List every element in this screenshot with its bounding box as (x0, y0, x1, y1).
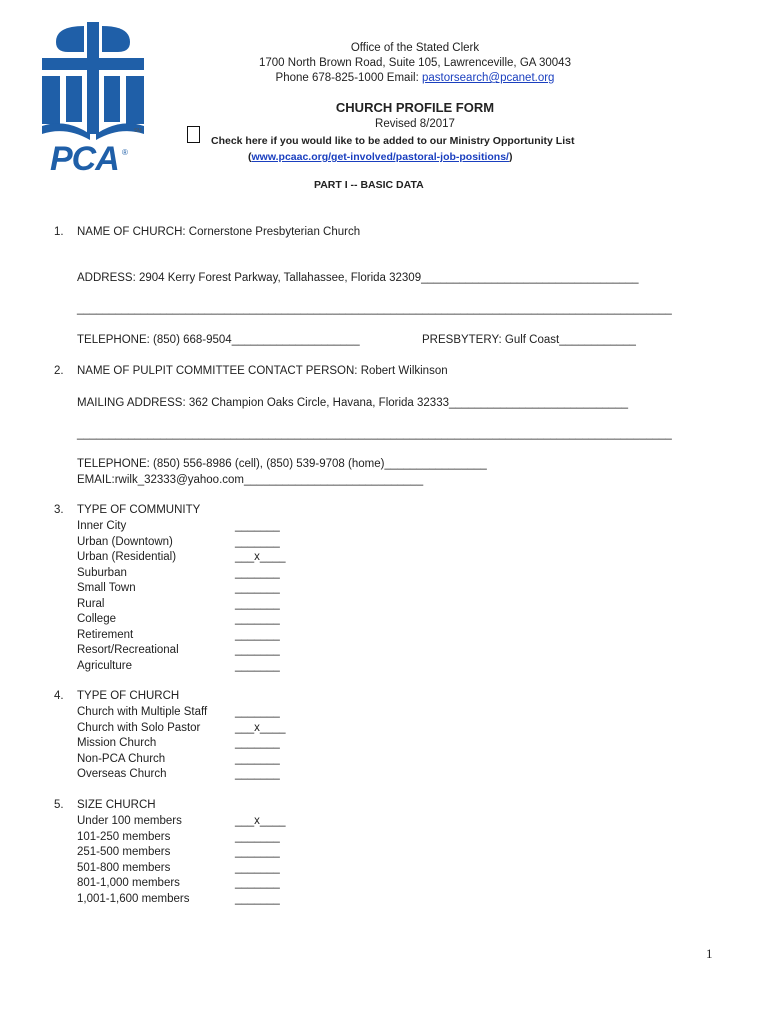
answer-blank: _______ (235, 768, 280, 780)
revised-date: Revised 8/2017 (375, 118, 455, 130)
paren-open: ( (248, 151, 252, 163)
list-item: Resort/Recreational (77, 644, 179, 656)
part-heading: PART I -- BASIC DATA (314, 179, 424, 191)
section-4-number: 4. (54, 690, 64, 702)
list-item: Non-PCA Church (77, 752, 166, 765)
answer-blank: _______ (235, 535, 280, 548)
church-type-marks (235, 705, 286, 783)
size-labels (77, 814, 190, 907)
contact-telephone: TELEPHONE: (850) 556-8986 (cell), (850) 539-9708 (home)________________ (77, 458, 487, 470)
answer-blank: ___x____ (235, 815, 286, 827)
page-number: 1 (706, 946, 713, 961)
list-item: Agriculture (77, 659, 132, 672)
list-item: 101-250 members (77, 830, 171, 843)
list-item: Retirement (77, 628, 134, 641)
section-3-number: 3. (54, 504, 64, 516)
checkbox-link-line (248, 151, 512, 163)
list-item: Overseas Church (77, 768, 167, 780)
section-5-number: 5. (54, 799, 64, 811)
answer-blank: _______ (235, 628, 280, 641)
answer-blank: _______ (235, 659, 280, 672)
list-item: Inner City (77, 520, 127, 532)
answer-blank: _______ (235, 877, 280, 889)
paren-close: ) (508, 151, 513, 163)
logo-sm: SM (134, 128, 142, 134)
section-3-title: TYPE OF COMMUNITY (77, 504, 201, 516)
logo-text: PCA (50, 140, 119, 178)
answer-blank: _______ (235, 582, 280, 594)
list-item: Church with Multiple Staff (77, 706, 208, 718)
list-item: 801-1,000 members (77, 877, 180, 889)
answer-blank: ___x____ (235, 551, 286, 563)
contact-person: NAME OF PULPIT COMMITTEE CONTACT PERSON: Robert Wilkinson (77, 365, 448, 377)
answer-blank: _______ (235, 644, 280, 656)
section-1-number: 1. (54, 226, 64, 238)
ministry-list-checkbox[interactable] (187, 126, 200, 143)
list-item: Church with Solo Pastor (77, 721, 201, 734)
phone-email-label: Phone 678-825-1000 Email: (275, 72, 422, 84)
office-address: 1700 North Brown Road, Suite 105, Lawrenceville, GA 30043 (259, 57, 571, 69)
church-telephone: TELEPHONE: (850) 668-9504____________________ (77, 334, 360, 346)
answer-blank: ___x____ (235, 721, 286, 734)
list-item: Rural (77, 597, 105, 610)
checkbox-label: Check here if you would like to be added to our Ministry Opportunity List (211, 135, 575, 147)
list-item: Urban (Residential) (77, 551, 177, 563)
address-blank-line: _____________________________________________________________________________________________ (77, 303, 672, 315)
church-name: NAME OF CHURCH: Cornerstone Presbyterian Church (77, 226, 361, 238)
contact-email: EMAIL:rwilk_32333@yahoo.com____________________________ (77, 474, 424, 486)
presbytery: PRESBYTERY: Gulf Coast____________ (422, 334, 636, 346)
mailing-address: MAILING ADDRESS: 362 Champion Oaks Circle, Havana, Florida 32333____________________________ (77, 397, 629, 409)
office-contact (0, 72, 770, 84)
job-positions-link[interactable]: www.pcaac.org/get-involved/pastoral-job-positions/ (251, 151, 509, 163)
list-item: Under 100 members (77, 815, 182, 827)
answer-blank: _______ (235, 520, 280, 532)
list-item: Urban (Downtown) (77, 535, 173, 548)
answer-blank: _______ (235, 566, 280, 579)
section-2-number: 2. (54, 365, 64, 377)
answer-blank: _______ (235, 892, 280, 905)
list-item: 1,001-1,600 members (77, 892, 190, 905)
section-5-title: SIZE CHURCH (77, 799, 156, 811)
list-item: Mission Church (77, 737, 157, 749)
list-item: 501-800 members (77, 861, 171, 874)
list-item: Suburban (77, 566, 127, 579)
answer-blank: _______ (235, 597, 280, 610)
list-item: College (77, 613, 116, 625)
list-item: Small Town (77, 582, 136, 594)
form-title: CHURCH PROFILE FORM (335, 100, 495, 115)
answer-blank: _______ (235, 706, 280, 718)
logo-registered: ® (122, 148, 128, 157)
list-item: 251-500 members (77, 846, 171, 858)
church-address: ADDRESS: 2904 Kerry Forest Parkway, Tallahassee, Florida 32309__________________________________ (77, 272, 639, 284)
church-type-labels (77, 705, 207, 783)
size-marks (235, 814, 286, 907)
community-marks (235, 519, 286, 674)
answer-blank: _______ (235, 613, 280, 625)
answer-blank: _______ (235, 752, 280, 765)
answer-blank: _______ (235, 737, 280, 749)
community-labels (77, 519, 179, 674)
email-link[interactable]: pastorsearch@pcanet.org (421, 72, 555, 84)
section-4-title: TYPE OF CHURCH (77, 690, 180, 702)
answer-blank: _______ (235, 846, 280, 858)
mailing-blank-line: _____________________________________________________________________________________________ (77, 428, 672, 440)
office-title: Office of the Stated Clerk (350, 42, 480, 54)
answer-blank: _______ (235, 830, 280, 843)
answer-blank: _______ (235, 861, 280, 874)
